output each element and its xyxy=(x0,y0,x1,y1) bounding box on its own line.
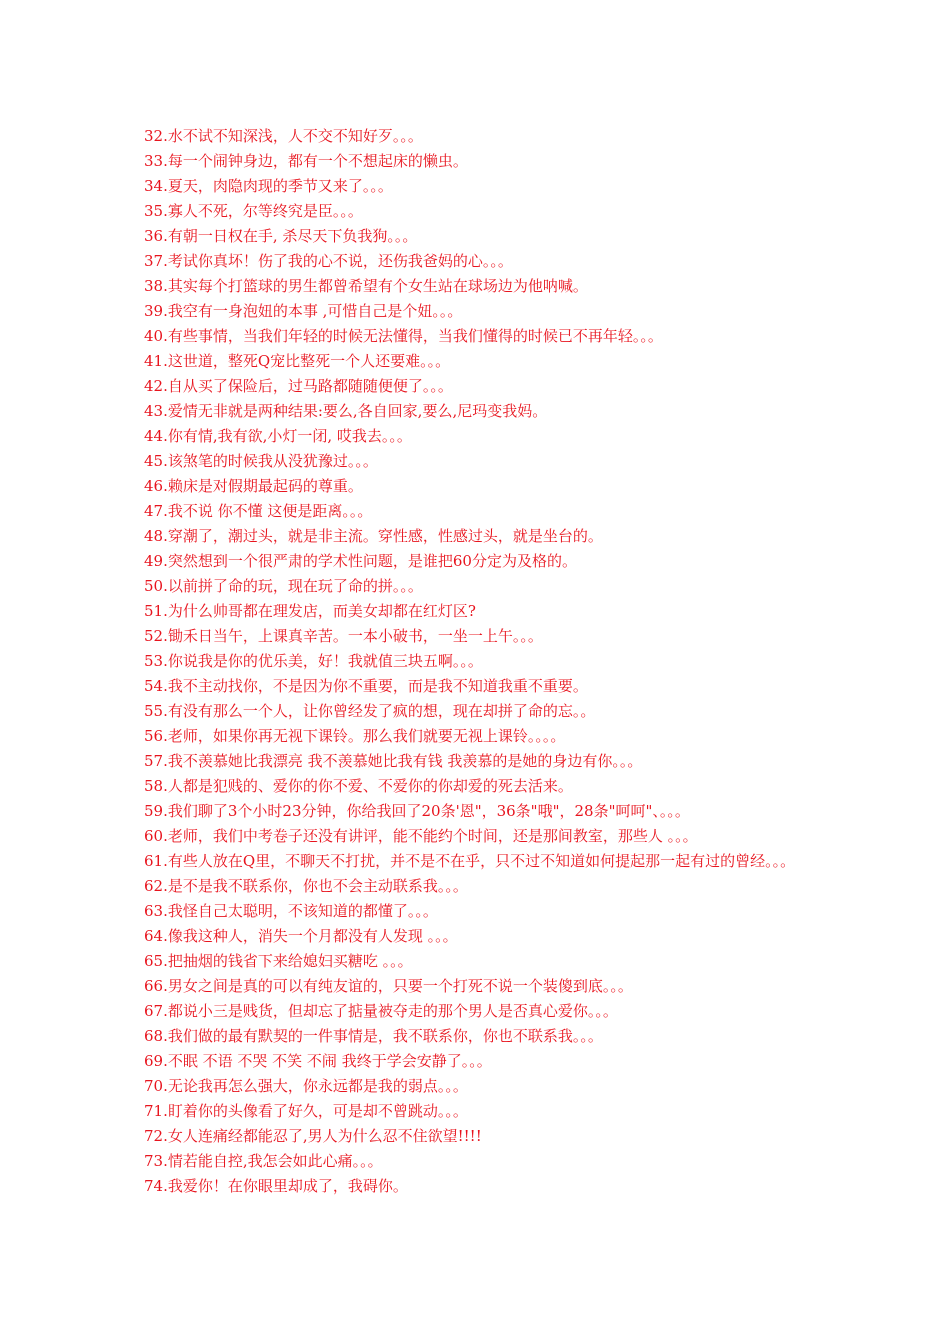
list-item: 52.锄禾日当午，上课真辛苦。一本小破书，一坐一上午。。。 xyxy=(144,627,543,645)
list-item: 49.突然想到一个很严肃的学术性问题，是谁把60分定为及格的。 xyxy=(144,552,577,570)
list-item: 53.你说我是你的优乐美，好！我就值三块五啊。。。 xyxy=(144,652,483,670)
list-item: 61.有些人放在Q里，不聊天不打扰，并不是不在乎，只不过不知道如何提起那一起有过的曾经。。。 xyxy=(144,852,796,870)
list-item: 32.水不试不知深浅，人不交不知好歹。。。 xyxy=(144,127,423,145)
list-item: 46.赖床是对假期最起码的尊重。 xyxy=(144,477,363,495)
list-item: 58.人都是犯贱的、爱你的你不爱、不爱你的你却爱的死去活来。 xyxy=(144,777,573,795)
quote-list xyxy=(144,124,816,1199)
list-item: 56.老师，如果你再无视下课铃。那么我们就要无视上课铃。。。。 xyxy=(144,727,566,745)
list-item: 51.为什么帅哥都在理发店，而美女却都在红灯区? xyxy=(144,602,476,620)
list-item: 70.无论我再怎么强大，你永远都是我的弱点。。。 xyxy=(144,1077,468,1095)
list-item: 43.爱情无非就是两种结果:要么,各自回家,要么,尼玛变我妈。 xyxy=(144,402,548,420)
list-item: 39.我空有一身泡妞的本事 ,可惜自己是个妞。。。 xyxy=(144,302,463,320)
list-item: 57.我不羡慕她比我漂亮 我不羡慕她比我有钱 我羡慕的是她的身边有你。。。 xyxy=(144,752,643,770)
list-item: 72.女人连痛经都能忍了,男人为什么忍不住欲望!!!! xyxy=(144,1127,482,1145)
list-item: 60.老师，我们中考卷子还没有讲评，能不能约个时间，还是那间教室，那些人 。。。 xyxy=(144,827,698,845)
list-item: 73.情若能自控,我怎会如此心痛。。。 xyxy=(144,1152,383,1170)
list-item: 59.我们聊了3个小时23分钟，你给我回了20条'恩"，36条"哦"，28条"呵呵"、。。。 xyxy=(144,802,690,820)
list-item: 41.这世道，整死Q宠比整死一个人还要难。。。 xyxy=(144,352,451,370)
list-item: 66.男女之间是真的可以有纯友谊的，只要一个打死不说一个装傻到底。。。 xyxy=(144,977,633,995)
list-item: 54.我不主动找你，不是因为你不重要，而是我不知道我重不重要。 xyxy=(144,677,588,695)
list-item: 36.有朝一日权在手, 杀尽天下负我狗。。。 xyxy=(144,227,418,245)
list-item: 34.夏天，肉隐肉现的季节又来了。。。 xyxy=(144,177,393,195)
list-item: 69.不眠 不语 不哭 不笑 不闹 我终于学会安静了。。。 xyxy=(144,1052,492,1070)
list-item: 62.是不是我不联系你，你也不会主动联系我。。。 xyxy=(144,877,468,895)
list-item: 45.该煞笔的时候我从没犹豫过。。。 xyxy=(144,452,378,470)
list-item: 65.把抽烟的钱省下来给媳妇买糖吃 。。。 xyxy=(144,952,413,970)
list-item: 63.我怪自己太聪明，不该知道的都懂了。。。 xyxy=(144,902,438,920)
list-item: 64.像我这种人，消失一个月都没有人发现 。。。 xyxy=(144,927,458,945)
list-item: 37.考试你真坏！伤了我的心不说，还伤我爸妈的心。。。 xyxy=(144,252,513,270)
list-item: 68.我们做的最有默契的一件事情是，我不联系你，你也不联系我。。。 xyxy=(144,1027,603,1045)
list-item: 50.以前拼了命的玩，现在玩了命的拼。。。 xyxy=(144,577,423,595)
list-item: 67.都说小三是贱货，但却忘了掂量被夺走的那个男人是否真心爱你。。。 xyxy=(144,1002,618,1020)
list-item: 55.有没有那么一个人，让你曾经发了疯的想，现在却拼了命的忘。。 xyxy=(144,702,596,720)
list-item: 40.有些事情，当我们年轻的时候无法懂得，当我们懂得的时候已不再年轻。。。 xyxy=(144,327,663,345)
list-item: 42.自从买了保险后，过马路都随随便便了。。。 xyxy=(144,377,453,395)
list-item: 38.其实每个打篮球的男生都曾希望有个女生站在球场边为他呐喊。 xyxy=(144,277,588,295)
list-item: 47.我不说 你不懂 这便是距离。。。 xyxy=(144,502,373,520)
list-item: 44.你有情,我有欲,小灯一闭, 哎我去。。。 xyxy=(144,427,412,445)
list-item: 35.寡人不死，尔等终究是臣。。。 xyxy=(144,202,363,220)
list-item: 71.盯着你的头像看了好久，可是却不曾跳动。。。 xyxy=(144,1102,468,1120)
list-item: 33.每一个闹钟身边，都有一个不想起床的懒虫。 xyxy=(144,152,468,170)
list-item: 74.我爱你！在你眼里却成了，我碍你。 xyxy=(144,1177,408,1195)
list-item: 48.穿潮了，潮过头，就是非主流。穿性感，性感过头，就是坐台的。 xyxy=(144,527,603,545)
